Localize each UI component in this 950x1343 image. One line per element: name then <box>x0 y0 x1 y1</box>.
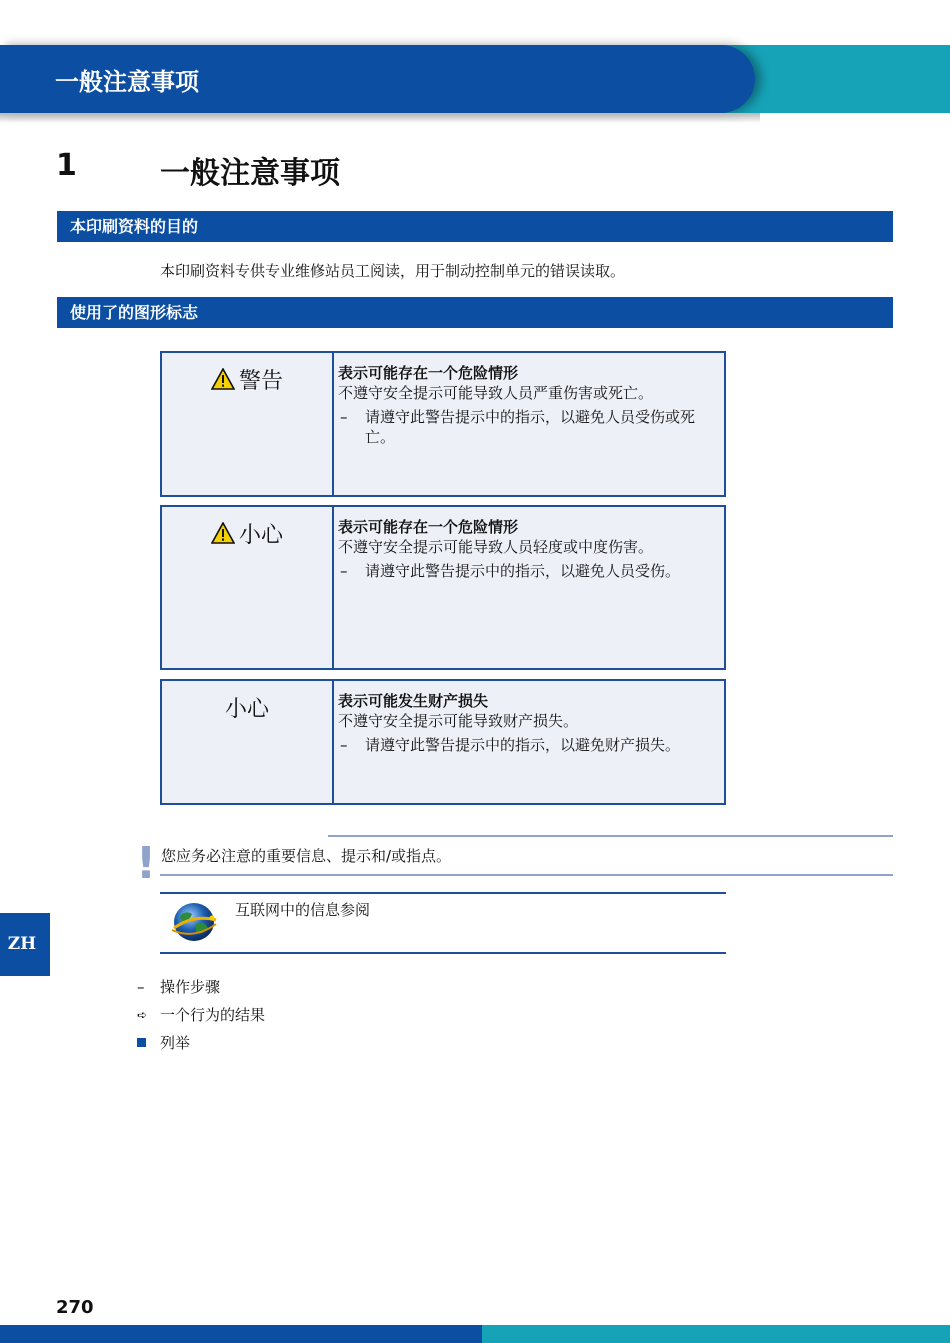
arrow-right-icon: ➪ <box>137 1007 148 1022</box>
symbol-desc: 不遵守安全提示可能导致人员严重伤害或死亡。 <box>338 384 654 402</box>
note-divider-top <box>328 835 893 837</box>
legend-item-list <box>137 1032 190 1053</box>
section-symbols-title: 使用了的图形标志 <box>57 297 893 328</box>
section-purpose-text: 本印刷资料专供专业维修站员工阅读，用于制动控制单元的错误读取。 <box>160 262 626 280</box>
symbol-instruction <box>338 561 716 581</box>
language-tab: ZH <box>0 913 50 976</box>
footer-band-blue <box>0 1325 482 1343</box>
header-shadow <box>0 113 760 123</box>
symbol-instruction-text: 请遵守此警告提示中的指示，以避免财产损失。 <box>365 736 681 754</box>
section-purpose-title: 本印刷资料的目的 <box>57 211 893 242</box>
symbol-box-desc-cell <box>334 681 724 803</box>
symbol-label-text: 警告 <box>238 368 283 394</box>
header-title: 一般注意事项 <box>55 68 199 96</box>
dash-bullet: – <box>340 736 348 754</box>
exclamation-icon: ! <box>136 838 157 889</box>
footer-band-teal <box>482 1325 950 1343</box>
symbol-label-text: 小心 <box>238 522 283 548</box>
symbol-box-label-cell <box>162 353 334 495</box>
note-text: 您应务必注意的重要信息、提示和/或指点。 <box>161 847 452 865</box>
symbol-box-property-damage <box>160 679 726 805</box>
symbol-label <box>211 519 283 547</box>
legend-item-result <box>137 1004 265 1025</box>
page-number: 270 <box>56 1297 94 1318</box>
symbol-title: 表示可能发生财产损失 <box>338 692 489 710</box>
symbol-desc: 不遵守安全提示可能导致人员轻度或中度伤害。 <box>338 538 654 556</box>
symbol-box-caution <box>160 505 726 670</box>
warning-triangle-icon <box>211 522 235 544</box>
legend-text: 操作步骤 <box>160 978 221 996</box>
dash-bullet: – <box>340 408 348 426</box>
symbol-label <box>225 693 269 721</box>
dash-bullet: – <box>340 562 348 580</box>
chapter-number: 1 <box>56 148 77 183</box>
symbol-box-desc-cell <box>334 507 724 668</box>
web-divider-bottom <box>160 952 726 954</box>
square-bullet-icon <box>137 1038 146 1047</box>
symbol-instruction <box>338 407 716 447</box>
symbol-box-label-cell <box>162 681 334 803</box>
symbol-box-warning <box>160 351 726 497</box>
globe-icon <box>170 900 218 944</box>
symbol-instruction-text: 请遵守此警告提示中的指示，以避免人员受伤或死亡。 <box>365 408 696 446</box>
note-divider-bottom <box>160 874 893 876</box>
warning-triangle-icon <box>211 368 235 390</box>
symbol-instruction <box>338 735 716 755</box>
symbol-desc: 不遵守安全提示可能导致财产损失。 <box>338 712 579 730</box>
symbol-box-label-cell <box>162 507 334 668</box>
legend-text: 一个行为的结果 <box>160 1006 266 1024</box>
dash-icon: – <box>137 977 145 996</box>
legend-text: 列举 <box>160 1034 191 1052</box>
symbol-title: 表示可能存在一个危险情形 <box>338 364 519 382</box>
web-divider-top <box>160 892 726 894</box>
chapter-title: 一般注意事项 <box>160 156 340 191</box>
symbol-box-desc-cell <box>334 353 724 495</box>
legend-item-step <box>137 976 220 997</box>
symbol-label <box>211 365 283 393</box>
symbol-instruction-text: 请遵守此警告提示中的指示，以避免人员受伤。 <box>365 562 681 580</box>
symbol-title: 表示可能存在一个危险情形 <box>338 518 519 536</box>
symbol-label-text: 小心 <box>224 696 269 722</box>
web-reference-text: 互联网中的信息参阅 <box>235 901 371 919</box>
